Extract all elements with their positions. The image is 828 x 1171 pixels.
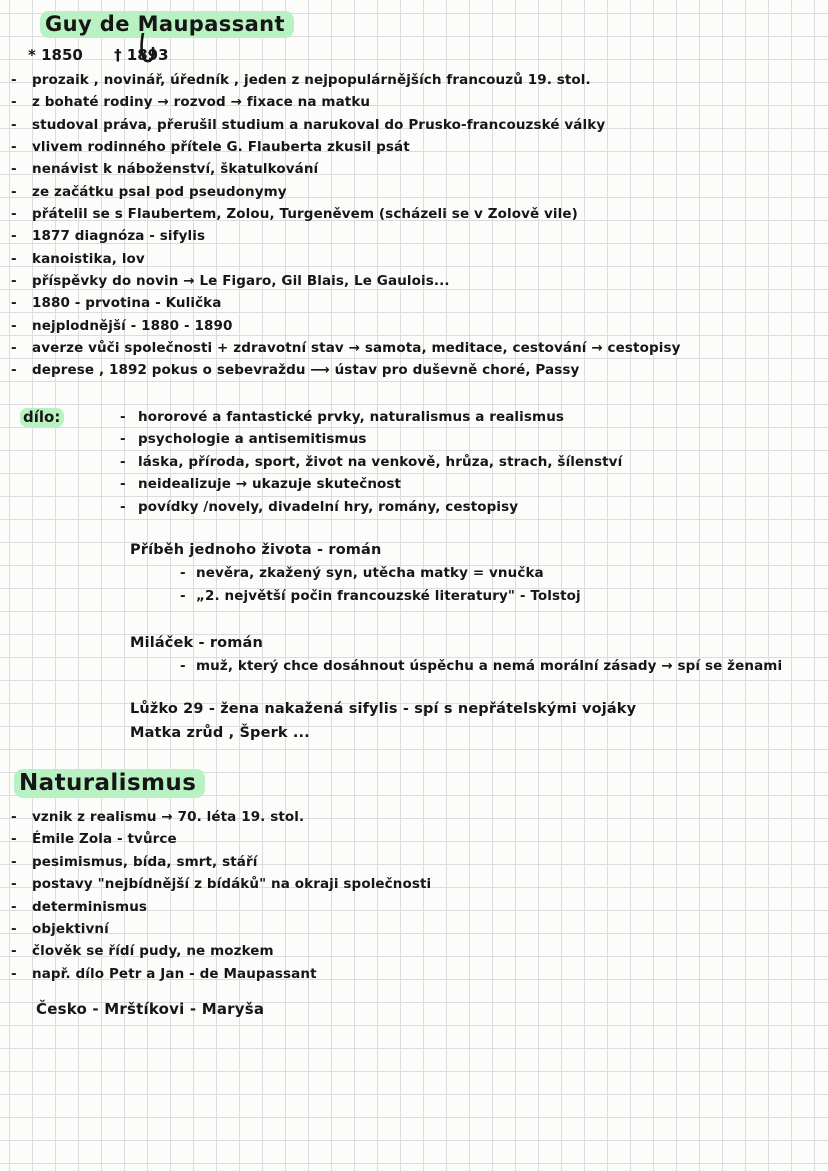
work-entry (130, 538, 581, 607)
work-bullet: - muž, který chce dosáhnout úspěchu a nemá morální zásady → spí se ženami (180, 655, 782, 678)
bio-bullet: - 1880 - prvotina - Kulička (8, 292, 681, 314)
bio-bullet: - prozaik , novinář, úředník , jeden z nejpopulárnějších francouzů 19. stol. (8, 69, 681, 91)
work-bullet: - „2. největší počin francouzské literatury" - Tolstoj (180, 585, 581, 608)
page-title (40, 12, 294, 36)
dilo-bullet: - láska, příroda, sport, život na venkově, hrůza, strach, šílenství (120, 451, 622, 473)
dilo-bullet: - neidealizuje → ukazuje skutečnost (120, 473, 622, 495)
bio-bullet: - averze vůči společnosti + zdravotní stav → samota, meditace, cestování → cestopisy (8, 337, 681, 359)
czech-comparison-note: Česko - Mrštíkovi - Maryša (36, 1000, 265, 1018)
naturalismus-highlight: Naturalismus (14, 769, 205, 798)
work-title: Lůžko 29 - žena nakažená sifylis - spí s nepřátelskými vojáky (130, 701, 637, 717)
naturalismus-bullet: - postavy "nejbídnější z bídáků" na okraji společnosti (8, 873, 431, 895)
bio-bullet: - 1877 diagnóza - sifylis (8, 225, 681, 247)
death-year: † 1893 (114, 46, 169, 64)
bio-bullet: - studoval práva, přerušil studium a narukoval do Prusko-francouzské války (8, 114, 681, 136)
dilo-label (20, 406, 120, 428)
bio-bullet: - příspěvky do novin → Le Figaro, Gil Blais, Le Gaulois... (8, 270, 681, 292)
naturalismus-bullet: - např. dílo Petr a Jan - de Maupassant (8, 963, 431, 985)
bio-bullet: - ze začátku psal pod pseudonymy (8, 181, 681, 203)
work-title: Matka zrůd , Šperk ... (130, 725, 310, 741)
work-bullet-list (130, 562, 581, 607)
naturalismus-bullet: - objektivní (8, 918, 431, 940)
bio-bullet: - deprese , 1892 pokus o sebevraždu ⟶ ústav pro duševně choré, Passy (8, 359, 681, 381)
bio-bullet: - z bohaté rodiny → rozvod → fixace na matku (8, 91, 681, 113)
dilo-highlight: dílo: (20, 408, 64, 427)
naturalismus-bullet: - vznik z realismu → 70. léta 19. stol. (8, 806, 431, 828)
work-title: Příběh jednoho života - román (130, 542, 382, 558)
naturalismus-list (8, 806, 431, 985)
dilo-bullet: - hororové a fantastické prvky, naturalismus a realismus (120, 406, 622, 428)
title-highlight: Guy de Maupassant (40, 11, 294, 38)
dilo-section (20, 406, 622, 518)
bio-bullet: - kanoistika, lov (8, 248, 681, 270)
life-dates (28, 46, 169, 64)
work-entry (130, 697, 636, 721)
bio-bullet: - vlivem rodinného přítele G. Flauberta zkusil psát (8, 136, 681, 158)
work-entry (130, 721, 310, 745)
work-bullet-list (130, 655, 782, 678)
work-entry (130, 631, 782, 678)
work-title: Miláček - román (130, 635, 263, 651)
work-bullet: - nevěra, zkažený syn, utěcha matky = vnučka (180, 562, 581, 585)
naturalismus-bullet: - pesimismus, bída, smrt, stáří (8, 851, 431, 873)
bio-bullet: - přátelil se s Flaubertem, Zolou, Turgeněvem (scházeli se v Zolově vile) (8, 203, 681, 225)
naturalismus-bullet: - člověk se řídí pudy, ne mozkem (8, 940, 431, 962)
bio-bullet: - nenávist k náboženství, škatulkování (8, 158, 681, 180)
bio-list (8, 69, 681, 382)
bio-bullet: - nejplodnější - 1880 - 1890 (8, 315, 681, 337)
naturalismus-bullet: - Émile Zola - tvůrce (8, 828, 431, 850)
dilo-bullet: - povídky /novely, divadelní hry, romány, cestopisy (120, 496, 622, 518)
naturalismus-bullet: - determinismus (8, 896, 431, 918)
naturalismus-title (14, 770, 205, 796)
dilo-bullet: - psychologie a antisemitismus (120, 428, 622, 450)
dilo-list (120, 406, 622, 518)
birth-year: * 1850 (28, 46, 83, 64)
